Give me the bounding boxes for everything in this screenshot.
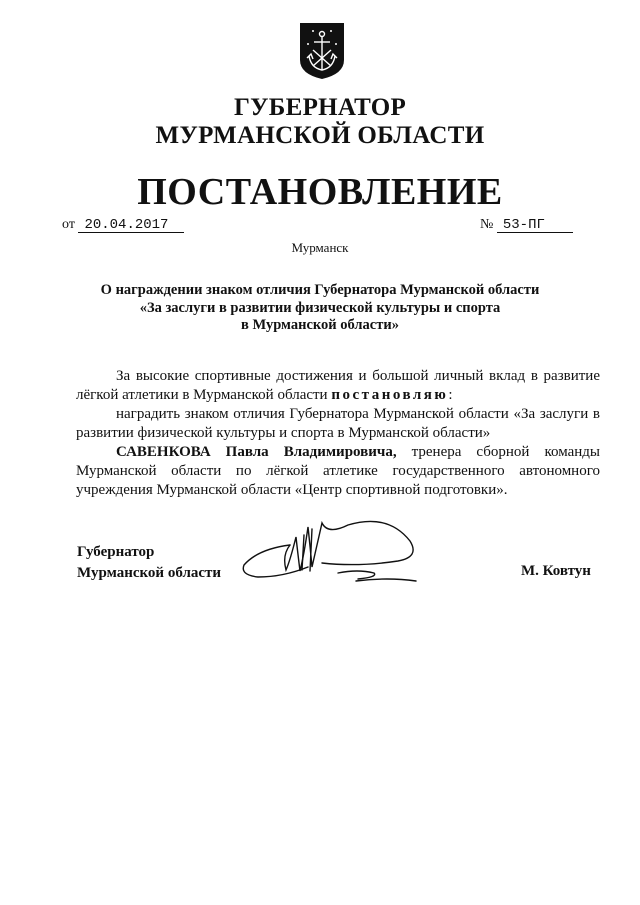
subject-line3: в Мурманской области» [241,317,399,333]
body-paragraph-2: наградить знаком отличия Губернатора Мурманской области «За заслуги в развитии физической культуры и спорта в Мурманской области» [76,406,600,441]
authority-title-line1: ГУБЕРНАТОР [233,94,407,121]
number-field [480,217,573,233]
signer-title-line1: Губернатор [77,544,155,560]
authority-title-line2: МУРМАНСКОЙ ОБЛАСТИ [155,122,485,149]
signer-title [77,542,221,584]
number-value: 53-ПГ [497,218,573,233]
subject-line1: О награждении знаком отличия Губернатора Мурманской области [100,282,540,298]
date-prefix: от [62,217,75,232]
subject-heading [60,282,580,335]
signer-title-line2: Мурманской области [77,565,222,581]
decree-body [76,367,600,500]
number-prefix: № [480,217,494,232]
date-value: 20.04.2017 [78,218,184,233]
date-field [62,217,184,233]
handwritten-signature-icon [238,515,438,595]
body-paragraph-1 [76,367,600,405]
signer-name: М. Ковтун [521,563,591,579]
decree-keyword: постановляю [331,387,449,403]
coat-of-arms-icon [299,22,345,80]
document-type-heading: ПОСТАНОВЛЕНИЕ [137,171,503,213]
preamble-end: : [448,387,453,403]
subject-line2: «За заслуги в развитии физической культуры и спорта [139,299,501,316]
awardee-name: САВЕНКОВА Павла Владимировича, [116,444,397,460]
preamble-text: За высокие спортивные достижения и большой личный вклад в развитие лёгкой атлетики в Мурманской области [76,368,600,403]
body-paragraph-3 [76,443,600,500]
awardee-details: тренера сборной команды Мурманской области по лёгкой атлетике государственного автономного учреждения Мурманской области «Центр спортивной подготовки». [76,444,601,498]
city-label: Мурманск [291,240,349,255]
